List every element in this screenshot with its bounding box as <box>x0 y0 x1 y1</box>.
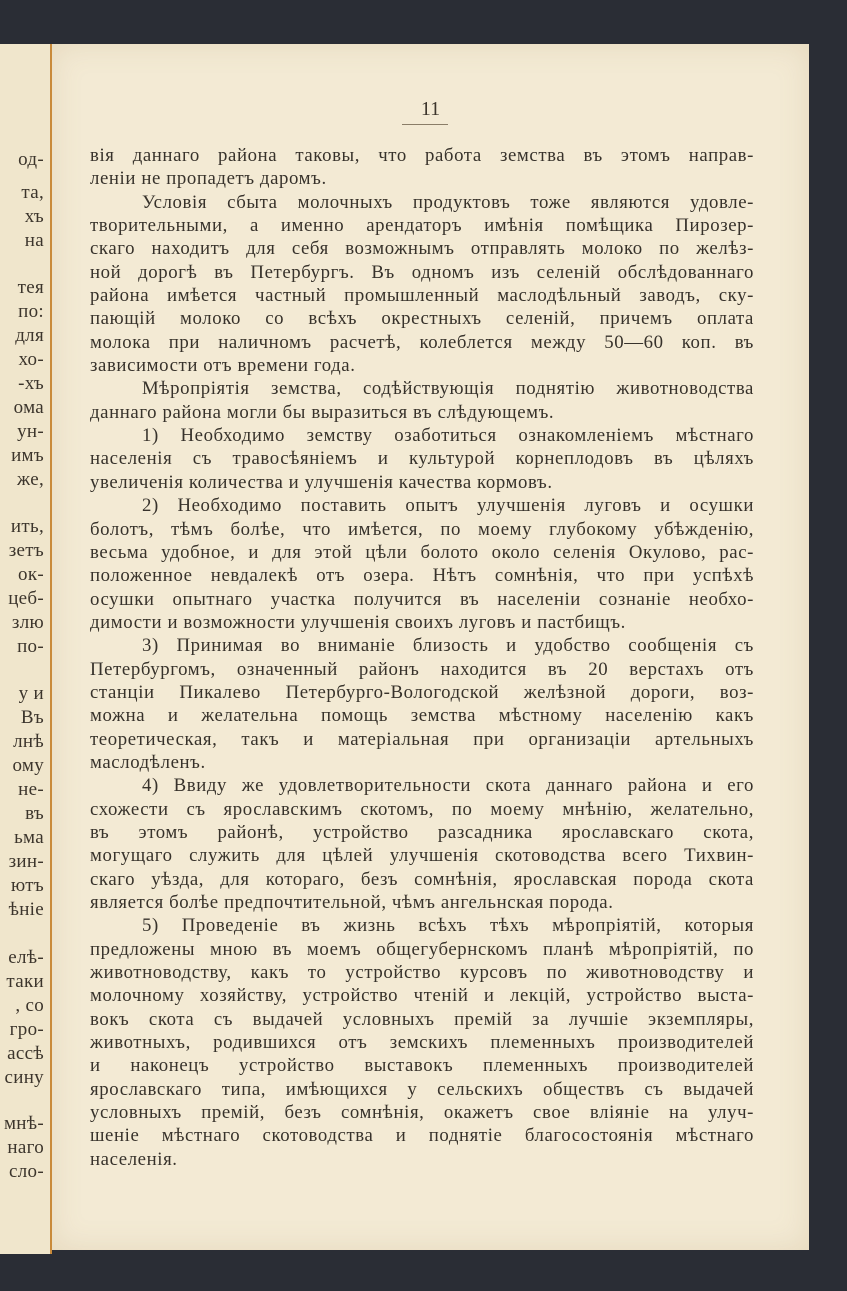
prev-page-fragment: елѣ- <box>8 947 44 968</box>
text-line: положенное невдалекѣ отъ озера. Нѣтъ сомнѣнія, что при успѣхѣ <box>90 565 754 587</box>
text-line: 3) Принимая во вниманіе близость и удобство сообщенія съ <box>142 635 754 657</box>
text-line: въ этомъ районѣ, устройство разсадника ярославскаго скота, <box>90 821 754 843</box>
prev-page-fragment: же, <box>17 469 44 490</box>
prev-page-fragment: ютъ <box>11 875 44 896</box>
prev-page-fragment: та, <box>21 182 44 203</box>
prev-page-fragment: мнѣ- <box>3 1113 44 1134</box>
page-number: 11 <box>420 98 441 120</box>
prev-page-fragment: зин- <box>8 851 44 872</box>
prev-page-fragment: зетъ <box>8 540 44 561</box>
text-line: является болѣе предпочтительной, чѣмъ ангельнская порода. <box>90 892 614 913</box>
text-line: пающій молоко со всѣхъ окрестныхъ селеній, причемъ оплата <box>90 308 754 330</box>
text-line: скаго уѣзда, для котораго, безъ сомнѣнія, ярославская порода скота <box>90 868 754 890</box>
prev-page-fragment: ома <box>13 397 44 418</box>
prev-page-fragment: ун- <box>17 421 44 442</box>
text-line: животныхъ, родившихся отъ земскихъ племенныхъ производителей <box>90 1032 754 1054</box>
text-line: условныхъ премій, безъ сомнѣнія, окажетъ свое вліяніе на улуч- <box>90 1102 754 1124</box>
text-line: молочному хозяйству, устройство чтеній и лекцій, устройство выста- <box>90 985 754 1007</box>
prev-page-fragment: хо- <box>18 349 44 370</box>
text-line: предложены мною въ моемъ общегубернскомъ планѣ мѣропріятій, по <box>90 938 754 960</box>
prev-page-fragment: ѣніе <box>8 899 44 920</box>
text-line: леніи не пропадетъ даромъ. <box>90 168 327 190</box>
text-line: болотъ, тѣмъ болѣе, что имѣется, по моему глубокому убѣжденію, <box>90 518 754 540</box>
text-line: ярославскаго типа, имѣющихся у сельскихъ обществъ съ выдачей <box>90 1078 754 1100</box>
text-line: вокъ скота съ выдачей условныхъ премій за лучшіе экземпляры, <box>90 1008 754 1030</box>
text-line: творительными, а именно арендаторъ имѣнія помѣщика Пирозер- <box>90 215 754 237</box>
text-line: могущаго служить для цѣлей улучшенія скотоводства всего Тихвин- <box>90 845 754 867</box>
text-line: теоретическая, такъ и матеріальная при организаціи артельныхъ <box>90 728 754 750</box>
text-line: животноводству, какъ то устройство курсовъ по животноводству и <box>90 962 754 984</box>
prev-page-fragment: хъ <box>24 206 44 227</box>
prev-page-fragment: имъ <box>11 445 44 466</box>
text-line: молока при наличномъ расчетѣ, колеблется между 50—60 коп. въ <box>90 331 754 353</box>
text-line: и наконецъ устройство выставокъ племенныхъ производителей <box>90 1055 754 1077</box>
prev-page-fragment: для <box>15 325 44 346</box>
prev-page-fragment: цеб- <box>8 588 44 609</box>
prev-page-fragment: гро- <box>9 1019 44 1040</box>
text-line: скаго находитъ для себя возможнымъ отправлять молоко по желѣз- <box>90 238 754 260</box>
prev-page-fragment: сину <box>4 1067 44 1088</box>
text-line: димости и возможности улучшенія своихъ луговъ и пастбищъ. <box>90 611 626 633</box>
prev-page-fragment: ассѣ <box>7 1043 44 1064</box>
text-line: можна и желательна помощь земства мѣстному населенію какъ <box>90 705 754 727</box>
prev-page-fragment: ок- <box>18 564 44 585</box>
text-line: населенія. <box>90 1148 178 1170</box>
prev-page-fragment: -хъ <box>18 373 44 394</box>
prev-page-fragment: ому <box>12 755 44 776</box>
text-line: Мѣропріятія земства, содѣйствующія поднятію животноводства <box>142 378 754 400</box>
text-line: станціи Пикалево Петербурго-Вологодской желѣзной дороги, воз- <box>90 681 754 703</box>
prev-page-fragment: наго <box>7 1137 44 1158</box>
page-number-rule <box>402 124 448 125</box>
text-line: ной дорогѣ въ Петербургъ. Въ одномъ изъ селеній обслѣдованнаго <box>90 261 754 283</box>
text-line: увеличенія количества и улучшенія качества кормовъ. <box>90 471 553 493</box>
prev-page-fragment: на <box>24 230 44 251</box>
prev-page-fragment: лнѣ <box>13 731 44 752</box>
prev-page-fragment: у и <box>18 683 44 704</box>
page-body-text <box>90 144 754 1171</box>
prev-page-fragment: , со <box>15 995 44 1016</box>
text-line: зависимости отъ времени года. <box>90 355 356 377</box>
text-line: Условія сбыта молочныхъ продуктовъ тоже являются удовле- <box>142 191 754 213</box>
prev-page-fragment: по: <box>18 301 44 322</box>
text-line: населенія съ травосѣяніемъ и культурой корнеплодовъ въ цѣляхъ <box>90 448 754 470</box>
text-line: весьма удобное, и для этой цѣли болото около селенія Окулово, рас- <box>90 541 754 563</box>
text-line: района имѣется частный промышленный маслодѣльный заводъ, ску- <box>90 285 754 307</box>
text-line: осушки опытнаго участка получится въ населеніи сознаніе необхо- <box>90 588 754 610</box>
prev-page-fragment: по- <box>17 636 44 657</box>
text-line: Петербургомъ, означенный районъ находится въ 20 верстахъ отъ <box>90 658 754 680</box>
text-line: шеніе мѣстнаго скотоводства и поднятіе благосостоянія мѣстнаго <box>90 1125 754 1147</box>
text-line: 5) Проведеніе въ жизнь всѣхъ тѣхъ мѣропріятій, которыя <box>142 915 754 937</box>
text-line: маслодѣленъ. <box>90 751 206 773</box>
prev-page-fragment: таки <box>6 971 44 992</box>
text-line: схожести съ ярославскимъ скотомъ, по моему мнѣнію, желательно, <box>90 798 754 820</box>
text-line: 2) Необходимо поставить опытъ улучшенія луговъ и осушки <box>142 495 754 517</box>
prev-page-fragment: Въ <box>20 707 44 728</box>
prev-page-fragment: сло- <box>9 1161 44 1182</box>
text-line: 1) Необходимо земству озаботиться ознакомленіемъ мѣстнаго <box>142 425 754 447</box>
prev-page-fragment: ьма <box>14 827 44 848</box>
text-line: вія даннаго района таковы, что работа земства въ этомъ направ- <box>90 145 754 166</box>
prev-page-fragment: од- <box>18 149 44 170</box>
prev-page-fragment: ить, <box>10 516 44 537</box>
text-line: 4) Ввиду же удовлетворительности скота даннаго района и его <box>142 775 754 797</box>
prev-page-fragment: не- <box>18 779 44 800</box>
book-page <box>52 44 809 1250</box>
prev-page-fragment: тея <box>17 277 44 298</box>
previous-page-strip <box>0 44 52 1254</box>
text-line: даннаго района могли бы выразиться въ слѣдующемъ. <box>90 401 555 423</box>
prev-page-fragment: въ <box>25 803 44 824</box>
prev-page-fragment: злю <box>11 612 44 633</box>
